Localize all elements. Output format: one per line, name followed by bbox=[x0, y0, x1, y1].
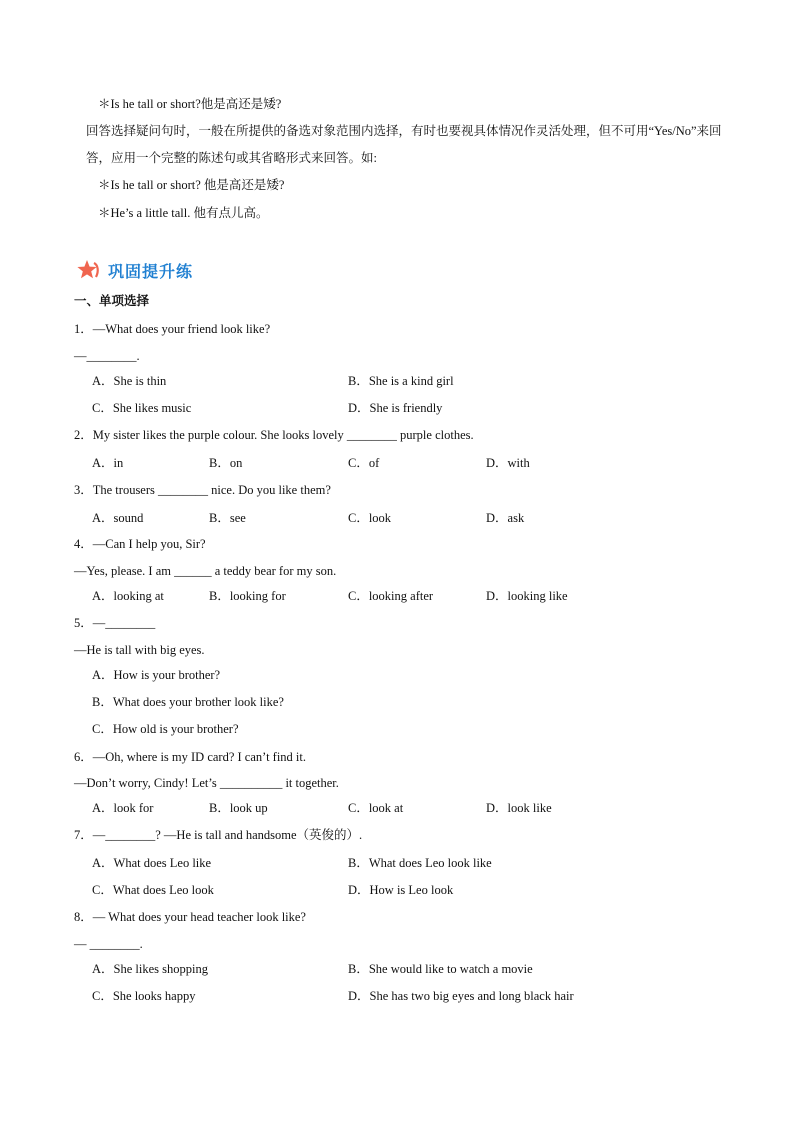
question-2-option-d[interactable]: D．with bbox=[486, 456, 530, 470]
question-1-answer: —________. bbox=[74, 349, 140, 363]
question-2-stem: 2．My sister likes the purple colour. She looks lovely ________ purple clothes. bbox=[74, 428, 474, 442]
question-3-option-a[interactable]: A．sound bbox=[92, 511, 144, 525]
question-6-answer: —Don’t worry, Cindy! Let’s __________ it together. bbox=[74, 776, 339, 790]
question-3-stem: 3．The trousers ________ nice. Do you like them? bbox=[74, 483, 331, 497]
question-2-option-c[interactable]: C．of bbox=[348, 456, 380, 470]
question-5-option-b[interactable]: B．What does your brother look like? bbox=[92, 695, 284, 709]
question-6-option-a[interactable]: A．look for bbox=[92, 801, 154, 815]
intro-example-3: ＊He’s a little tall. 他有点儿高。 bbox=[98, 206, 269, 220]
question-2-option-a[interactable]: A．in bbox=[92, 456, 124, 470]
question-7-option-a[interactable]: A．What does Leo like bbox=[92, 856, 212, 870]
star-icon bbox=[76, 259, 102, 281]
question-4-option-a[interactable]: A．looking at bbox=[92, 589, 164, 603]
intro-example-1: ＊Is he tall or short?他是高还是矮? bbox=[98, 97, 282, 111]
question-2-option-b[interactable]: B．on bbox=[209, 456, 243, 470]
question-8-stem: 8．— What does your head teacher look like? bbox=[74, 910, 306, 924]
question-6-stem: 6．—Oh, where is my ID card? I can’t find it. bbox=[74, 750, 306, 764]
question-5-answer: —He is tall with big eyes. bbox=[74, 643, 205, 657]
question-4-stem: 4．—Can I help you, Sir? bbox=[74, 537, 206, 551]
question-7-stem: 7．—________? —He is tall and handsome（英俊的）. bbox=[74, 828, 363, 842]
question-4-option-c[interactable]: C．looking after bbox=[348, 589, 434, 603]
question-4-option-b[interactable]: B．looking for bbox=[209, 589, 286, 603]
question-5-option-a[interactable]: A．How is your brother? bbox=[92, 668, 221, 682]
question-7-option-d[interactable]: D．How is Leo look bbox=[348, 883, 454, 897]
question-8-option-c[interactable]: C．She looks happy bbox=[92, 989, 196, 1003]
question-6-option-d[interactable]: D．look like bbox=[486, 801, 552, 815]
question-5-option-c[interactable]: C．How old is your brother? bbox=[92, 722, 239, 736]
question-4-answer: —Yes, please. I am ______ a teddy bear for my son. bbox=[74, 564, 337, 578]
question-1-option-c[interactable]: C．She likes music bbox=[92, 401, 192, 415]
question-1-option-a[interactable]: A．She is thin bbox=[92, 374, 167, 388]
section-title: 巩固提升练 bbox=[108, 261, 194, 281]
intro-paragraph: 回答选择疑问句时，一般在所提供的备选对象范围内选择，有时也要视具体情况作灵活处理，但不可用“Yes/No”来回答，应用一个完整的陈述句或其省略形式来回答。如: bbox=[86, 124, 722, 165]
question-1-option-d[interactable]: D．She is friendly bbox=[348, 401, 443, 415]
question-8-option-a[interactable]: A．She likes shopping bbox=[92, 962, 208, 976]
question-5-stem: 5．—________ bbox=[74, 616, 156, 630]
question-1-stem: 1．—What does your friend look like? bbox=[74, 322, 271, 336]
question-1-option-b[interactable]: B．She is a kind girl bbox=[348, 374, 454, 388]
question-6-option-c[interactable]: C．look at bbox=[348, 801, 404, 815]
question-4-option-d[interactable]: D．looking like bbox=[486, 589, 568, 603]
sub-heading: 一、单项选择 bbox=[74, 293, 150, 308]
question-7-option-b[interactable]: B．What does Leo look like bbox=[348, 856, 492, 870]
question-6-option-b[interactable]: B．look up bbox=[209, 801, 268, 815]
question-3-option-c[interactable]: C．look bbox=[348, 511, 392, 525]
question-7-option-c[interactable]: C．What does Leo look bbox=[92, 883, 214, 897]
question-8-option-b[interactable]: B．She would like to watch a movie bbox=[348, 962, 533, 976]
question-3-option-b[interactable]: B．see bbox=[209, 511, 246, 525]
intro-example-2: ＊Is he tall or short? 他是高还是矮? bbox=[98, 178, 285, 192]
question-8-option-d[interactable]: D．She has two big eyes and long black hair bbox=[348, 989, 574, 1003]
question-8-answer: — ________. bbox=[74, 937, 143, 951]
section-heading bbox=[76, 258, 193, 282]
question-3-option-d[interactable]: D．ask bbox=[486, 511, 525, 525]
